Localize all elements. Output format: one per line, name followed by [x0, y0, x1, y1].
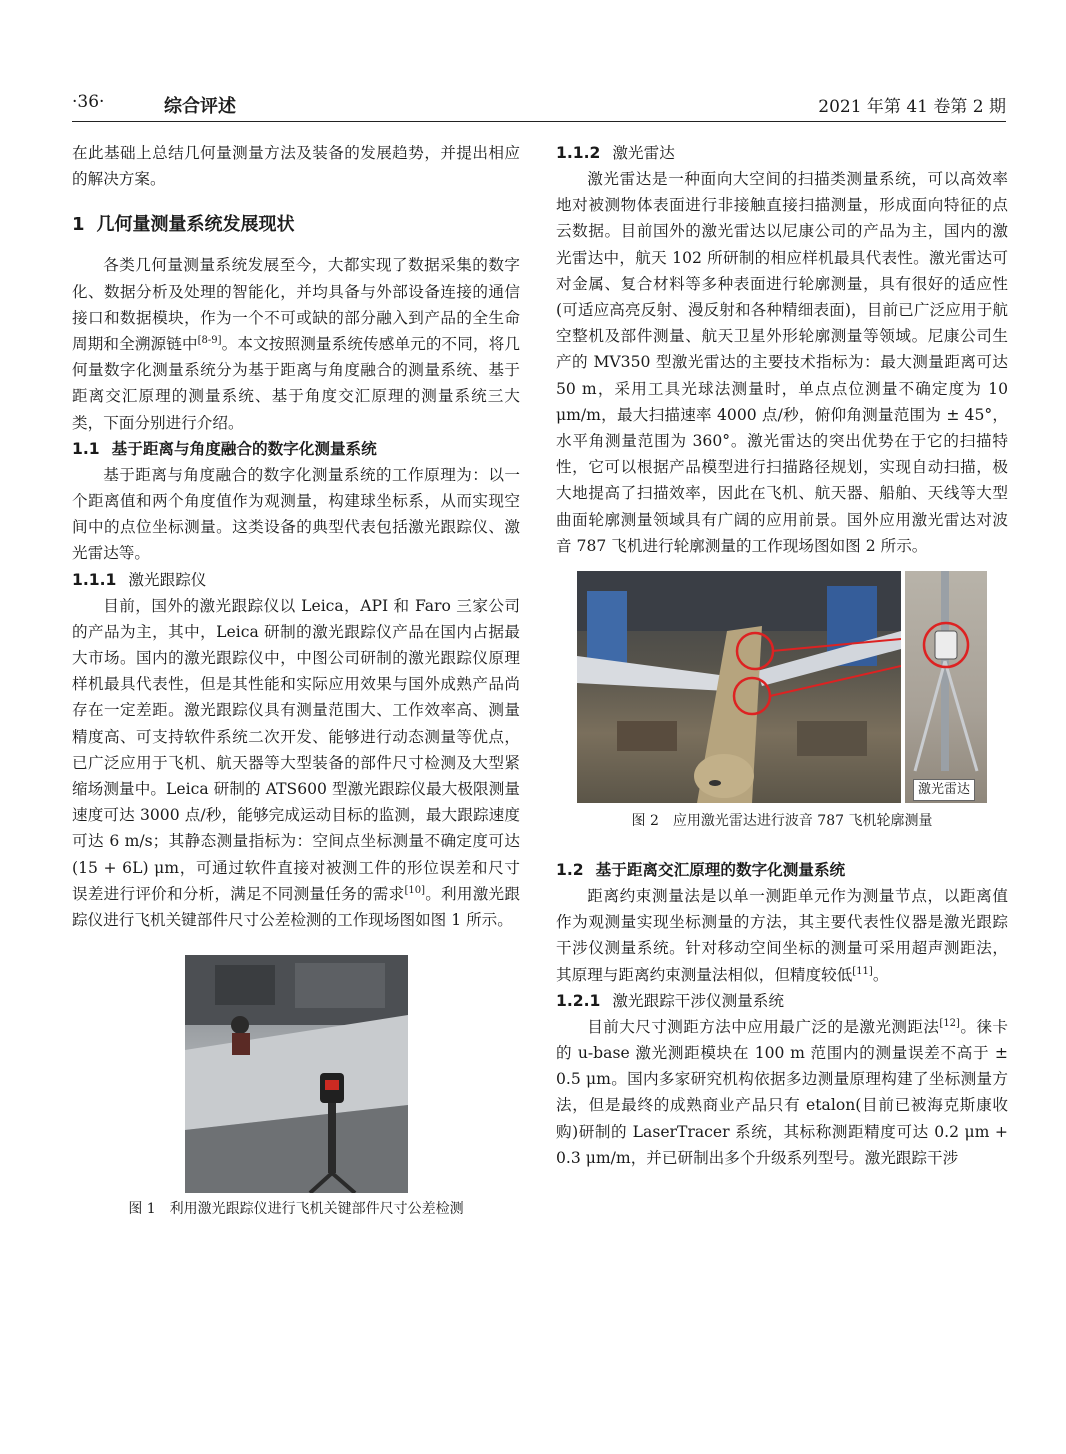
section-number: 1.1: [72, 439, 100, 458]
right-column: [556, 140, 1008, 1171]
paragraph-6: [556, 1014, 1008, 1171]
paragraph-text: 。徕卡的 u-base 激光测距模块在 100 m 范围内的测量误差不高于 ± 0.5 μm。国内多家研究机构依据多边测量原理构建了坐标测量方法，但是最终的成熟商业产品只有 etalon(目前已被海克斯康收购)研制的 LaserTracer 系统，其标称测距精度可达 0.2 μm + 0.3 μm/m，并已研制出多个升级系列型号。激光跟踪干涉: [556, 1017, 1008, 1167]
left-column: [72, 140, 520, 1219]
section-1-1-1-heading: [72, 567, 520, 593]
paragraph-text: 目前，国外的激光跟踪仪以 Leica，API 和 Faro 三家公司的产品为主，其中，Leica 研制的激光跟踪仪产品在国内占据最大市场。国内的激光跟踪仪中，中图公司研制的激光跟踪仪原理样机最具代表性，但是其性能和实际应用效果与国外成熟产品尚存在一定差距。激光跟踪仪具有测量范围大、工作效率高、测量精度高、可支持软件系统二次开发、能够进行动态测量等优点，已广泛应用于飞机、航天器等大型装备的部件尺寸检测及大型紧缩场测量中。Leica 研制的 ATS600 型激光跟踪仪最大极限测量速度可达 3000 点/秒，能够完成运动目标的监测，最大跟踪速度可达 6 m/s；其静态测量指标为：空间点坐标测量不确定度可达(15 + 6L) μm，可通过软件直接对被测工件的形位误差和尺寸误差进行评价和分析，满足不同测量任务的需求: [72, 596, 520, 903]
figure-1-caption: 图 1 利用激光跟踪仪进行飞机关键部件尺寸公差检测: [128, 1201, 464, 1218]
laser-radar-photo: [905, 571, 987, 803]
paragraph-4: 激光雷达是一种面向大空间的扫描类测量系统，可以高效率地对被测物体表面进行非接触直接扫描测量，形成面向特征的点云数据。目前国外的激光雷达以尼康公司的产品为主，国内的激光雷达中，航天 102 所研制的相应样机最具代表性。激光雷达可对金属、复合材料等多种表面进行轮廓测量，具有很好的适应性(可适应高亮反射、漫反射和各种精细表面)，目前已广泛应用于航空整机及部件测量、航天卫星外形轮廓测量等领域。尼康公司生产的 MV350 型激光雷达的主要技术指标为：最大测量距离可达 50 m，采用工具光球法测量时，单点点位测量不确定度为 10 μm/m，最大扫描速率 4000 点/秒，俯仰角测量范围为 ± 45°，水平角测量范围为 360°。激光雷达的突出优势在于它的扫描特性，它可以根据产品模型进行扫描路径规划，实现自动扫描，极大地提高了扫描效率，因此在飞机、航天器、船舶、天线等大型曲面轮廓测量领域具有广阔的应用前景。国外应用激光雷达对波音 787 飞机进行轮廓测量的工作现场图如图 2 所示。: [556, 170, 1008, 555]
section-title: 激光跟踪仪: [128, 570, 207, 589]
paragraph-text: 目前大尺寸测距方法中应用最广泛的是激光测距法: [587, 1017, 940, 1036]
section-title: 基于距离交汇原理的数字化测量系统: [595, 861, 846, 880]
figure-2-caption: 图 2 应用激光雷达进行波音 787 飞机轮廓测量: [631, 813, 933, 830]
section-1-2-heading: [556, 857, 1008, 883]
page-number: ·36·: [72, 92, 105, 112]
citation: [8-9]: [197, 334, 222, 346]
paragraph-text: 。利用激光跟踪仪进行飞机关键部件尺寸公差检测的工作现场图如图 1 所示。: [72, 884, 520, 930]
paragraph-5: [556, 883, 1008, 988]
section-1-1-2-heading: [556, 140, 1008, 166]
boeing-787-photo: [577, 571, 901, 803]
journal-section: 综合评述: [164, 96, 236, 117]
paragraph-text: 。: [872, 965, 889, 984]
section-1-1-heading: [72, 436, 520, 462]
intro-paragraph: 在此基础上总结几何量测量方法及装备的发展趋势，并提出相应的解决方案。: [72, 144, 520, 189]
running-header: [72, 92, 1006, 122]
laser-radar-stand-illustration: [905, 571, 987, 803]
section-title: 几何量测量系统发展现状: [96, 214, 295, 236]
section-1-heading: [72, 212, 520, 238]
section-title: 激光雷达: [612, 144, 675, 162]
laser-tracker-illustration: [185, 955, 408, 1193]
section-number: 1.2: [556, 861, 584, 880]
section-number: 1.1.1: [72, 570, 117, 589]
section-number: 1.1.2: [556, 144, 601, 162]
laser-radar-label: 激光雷达: [913, 779, 975, 801]
section-number: 1.2.1: [556, 991, 601, 1010]
citation: [10]: [404, 884, 425, 896]
aircraft-illustration: [577, 571, 901, 803]
paragraph-text: 各类几何量测量系统发展至今，大都实现了数据采集的数字化、数据分析及处理的智能化，并均具备与外部设备连接的通信接口和数据模块，作为一个不可或缺的部分融入到产品的全生命周期和全溯源链中: [72, 256, 520, 354]
figure-2: [556, 571, 1008, 831]
header-rule: [72, 121, 1006, 122]
figure-2-images: [577, 571, 987, 803]
citation: [12]: [939, 1017, 960, 1029]
issue-info: 2021 年第 41 卷第 2 期: [818, 97, 1006, 117]
paragraph-2: 基于距离与角度融合的数字化测量系统的工作原理为：以一个距离值和两个角度值作为观测量，构建球坐标系，从而实现空间中的点位坐标测量。这类设备的典型代表包括激光跟踪仪、激光雷达等。: [72, 465, 520, 563]
paragraph-text: 距离约束测量法是以单一测距单元作为测量节点，以距离值作为观测量实现坐标测量的方法，其主要代表性仪器是激光跟踪干涉仪测量系统。针对移动空间坐标的测量可采用超声测距法，其原理与距离约束测量法相似，但精度较低: [556, 887, 1008, 984]
citation: [11]: [852, 965, 873, 977]
paragraph-3: [72, 593, 520, 934]
section-1-2-1-heading: [556, 988, 1008, 1014]
section-title: 激光跟踪干涉仪测量系统: [612, 991, 784, 1010]
laser-tracker-photo: [185, 955, 408, 1193]
paragraph-text: 。本文按照测量系统传感单元的不同，将几何量数字化测量系统分为基于距离与角度融合的测量系统、基于距离交汇原理的测量系统、基于角度交汇原理的测量系统三大类，下面分别进行介绍。: [72, 335, 520, 432]
figure-1: [72, 955, 520, 1219]
section-title: 基于距离与角度融合的数字化测量系统: [111, 439, 377, 458]
section-number: 1: [72, 214, 85, 236]
paragraph-1: [72, 252, 520, 435]
